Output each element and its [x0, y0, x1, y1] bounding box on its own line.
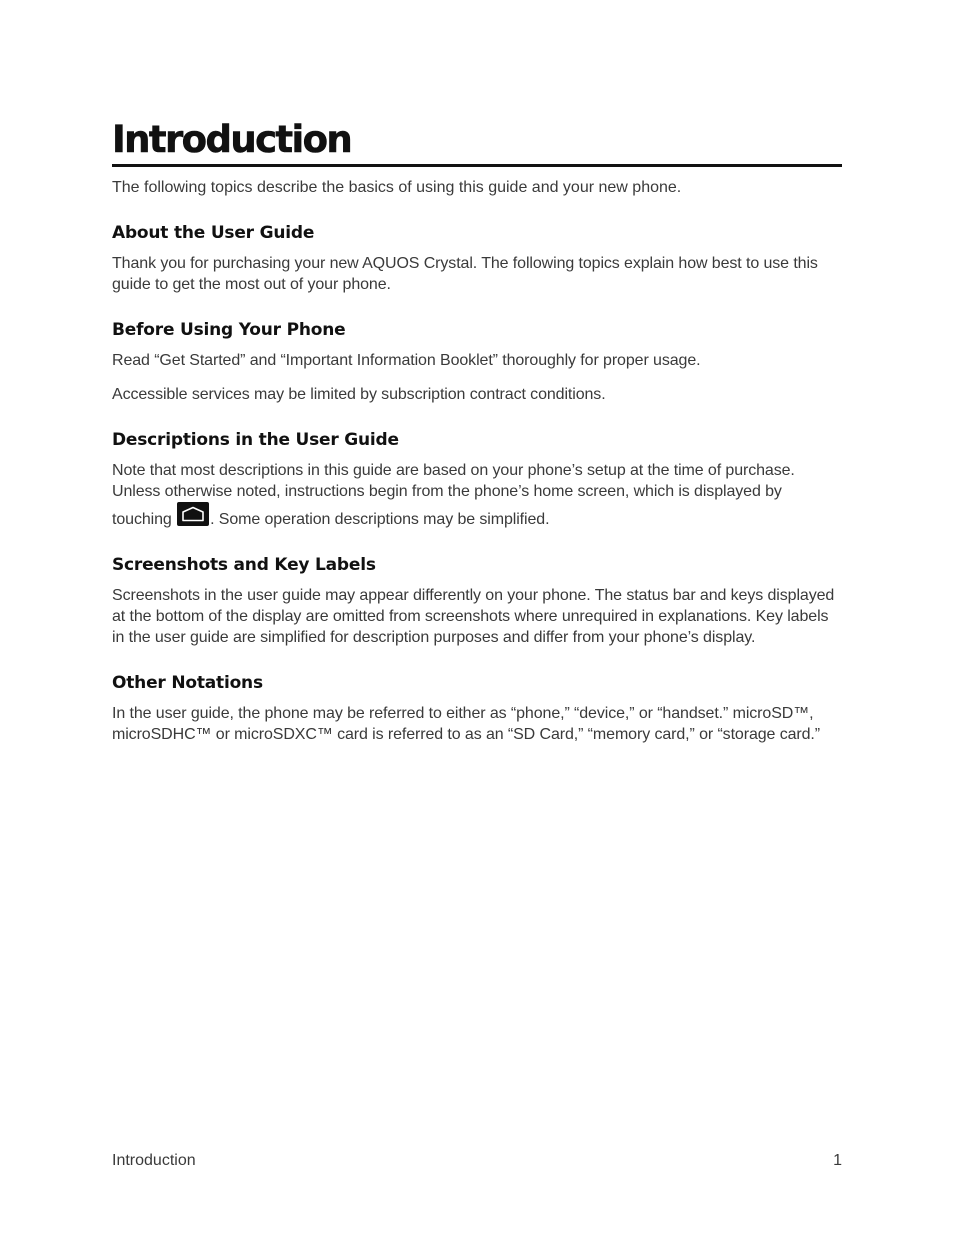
- home-key-icon: [177, 502, 209, 526]
- paragraph-text-before-icon: Note that most descriptions in this guide are based on your phone’s setup at the time of purchase. Unless otherwise noted, instructions begin from the phone’s home screen, which is displayed by touching: [112, 462, 795, 528]
- section-about-user-guide: [112, 222, 842, 295]
- section-before-using-phone: [112, 319, 842, 405]
- section-heading: Before Using Your Phone: [112, 320, 346, 340]
- section-heading: Descriptions in the User Guide: [112, 430, 399, 450]
- section-heading: Other Notations: [112, 673, 263, 693]
- section-paragraph: In the user guide, the phone may be referred to either as “phone,” “device,” or “handset.” microSD™, microSDHC™ or microSDXC™ card is referred to as an “SD Card,” “memory card,” or “storage card.”: [112, 705, 820, 743]
- paragraph-text-after-icon: . Some operation descriptions may be simplified.: [210, 511, 550, 528]
- section-paragraph: Screenshots in the user guide may appear differently on your phone. The status bar and keys displayed at the bottom of the display are omitted from screenshots where unrequired in explanations. Key labels in the user guide are simplified for description purposes and differ from your phone’s display.: [112, 587, 835, 646]
- section-heading: Screenshots and Key Labels: [112, 555, 376, 575]
- intro-text: The following topics describe the basics of using this guide and your new phone.: [112, 179, 682, 196]
- section-screenshots-key-labels: [112, 554, 842, 648]
- footer-page-number: 1: [833, 1152, 842, 1169]
- section-paragraph: Thank you for purchasing your new AQUOS Crystal. The following topics explain how best to use this guide to get the most out of your phone.: [112, 255, 818, 293]
- page-title: Introduction: [112, 118, 352, 161]
- section-paragraph: Accessible services may be limited by subscription contract conditions.: [112, 386, 606, 403]
- footer-section-name: Introduction: [112, 1152, 196, 1169]
- title-rule: [112, 164, 842, 167]
- section-paragraph: Read “Get Started” and “Important Information Booklet” thoroughly for proper usage.: [112, 352, 701, 369]
- section-other-notations: [112, 672, 842, 745]
- section-descriptions: [112, 429, 842, 530]
- section-paragraph: [112, 460, 842, 530]
- section-heading: About the User Guide: [112, 223, 315, 243]
- page-content: [112, 118, 842, 745]
